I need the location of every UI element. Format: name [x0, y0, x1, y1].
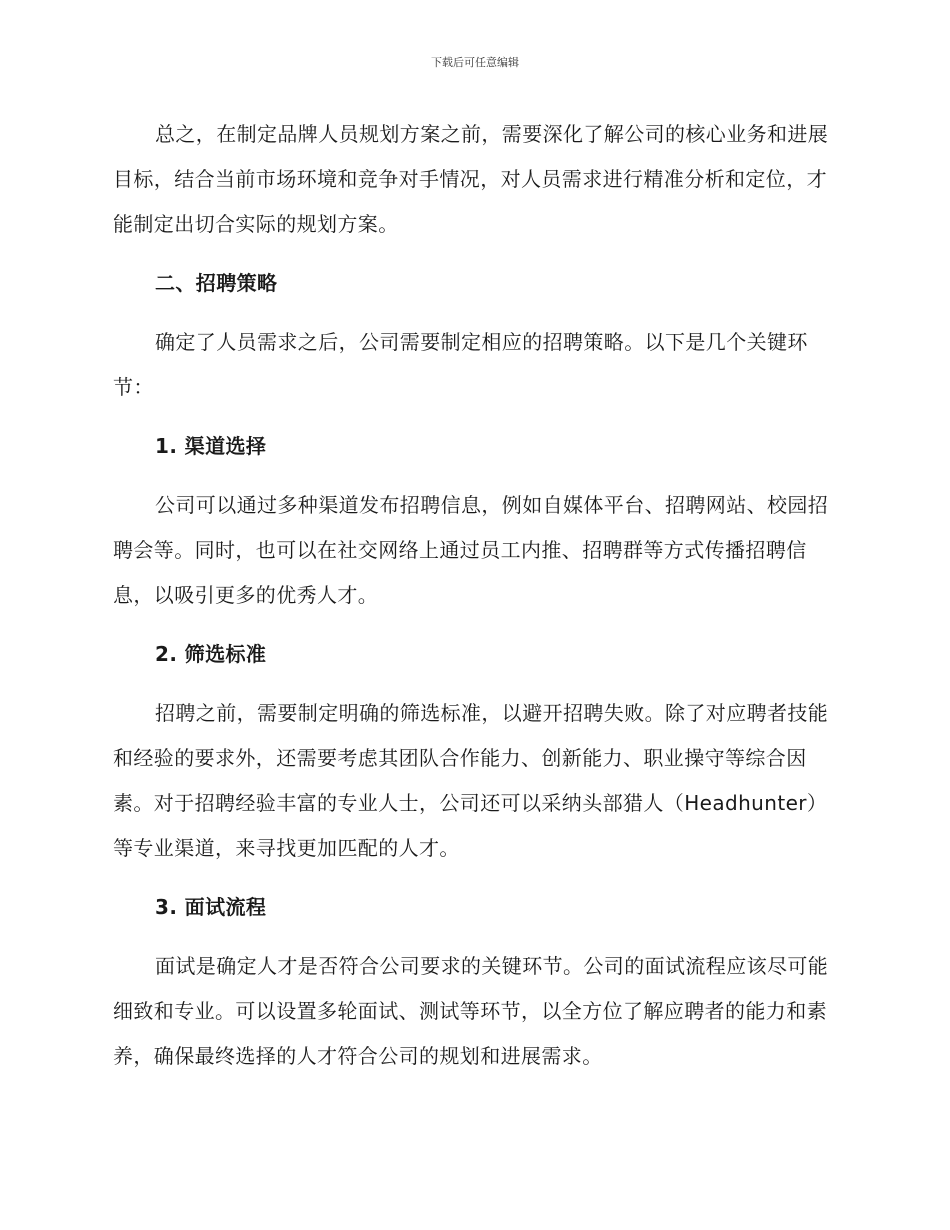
spacer — [113, 469, 833, 483]
spacer — [113, 618, 833, 632]
spacer — [113, 410, 833, 424]
spacer — [113, 871, 833, 885]
subheading-interview-process: 3. 面试流程 — [155, 895, 267, 919]
spacer — [113, 306, 833, 320]
subheading-channel-selection: 1. 渠道选择 — [155, 434, 267, 458]
paragraph-interview-process: 面试是确定人才是否符合公司要求的关键环节。公司的面试流程应该尽可能细致和专业。可以设置多轮面试、测试等环节，以全方位了解应聘者的能力和素养，确保最终选择的人才符合公司的规划和进展需求。 — [113, 954, 829, 1068]
spacer — [113, 247, 833, 261]
paragraph-summary: 总之，在制定品牌人员规划方案之前，需要深化了解公司的核心业务和进展目标，结合当前市场环境和竞争对手情况，对人员需求进行精准分析和定位，才能制定出切合实际的规划方案。 — [113, 122, 829, 236]
page-header-note: 下载后可任意编辑 — [431, 56, 519, 69]
paragraph-recruitment-intro: 确定了人员需求之后，公司需要制定相应的招聘策略。以下是几个关键环节： — [113, 330, 808, 399]
spacer — [113, 930, 833, 944]
paragraph-screening-criteria: 招聘之前，需要制定明确的筛选标准，以避开招聘失败。除了对应聘者技能和经验的要求外，还需要考虑其团队合作能力、创新能力、职业操守等综合因素。对于招聘经验丰富的专业人士，公司还可以采纳头部猎人（Headhunter）等专业渠道，来寻找更加匹配的人才。 — [113, 701, 829, 860]
subheading-screening-criteria: 2. 筛选标准 — [155, 642, 267, 666]
document-body — [113, 112, 833, 1079]
spacer — [113, 677, 833, 691]
paragraph-channel-selection: 公司可以通过多种渠道发布招聘信息，例如自媒体平台、招聘网站、校园招聘会等。同时，也可以在社交网络上通过员工内推、招聘群等方式传播招聘信息，以吸引更多的优秀人才。 — [113, 493, 829, 607]
section-heading-recruitment-strategy: 二、招聘策略 — [155, 271, 278, 295]
